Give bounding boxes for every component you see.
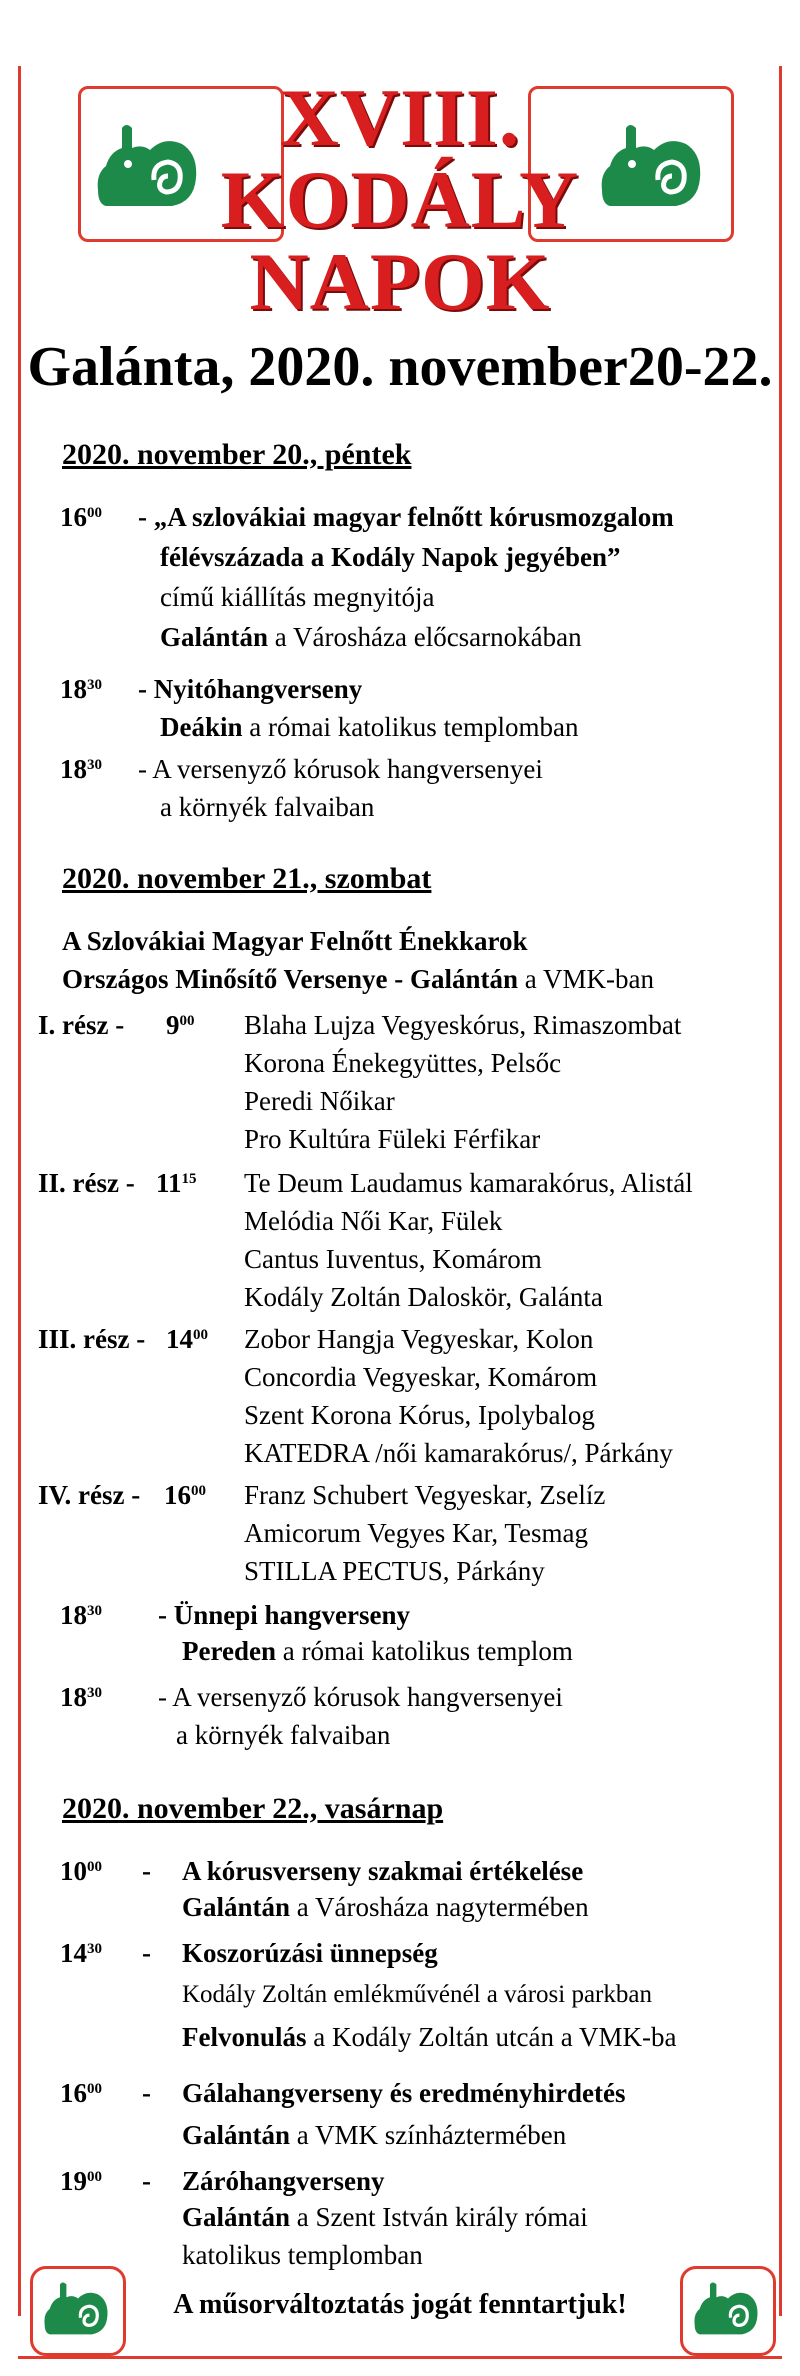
choir-item: Szent Korona Kórus, Ipolybalog <box>244 1400 595 1430</box>
day1-event2-location: Deákin a római katolikus templomban <box>160 712 579 742</box>
day1-event2-time: $18^{30}$ <box>60 674 102 704</box>
day1-heading: 2020. november 20., péntek <box>62 438 412 471</box>
day2-intro-line2: Országos Minősítő Versenye - Galántán a VMK-ban <box>62 964 654 994</box>
day1-event2-title: - Nyitóhangverseny <box>138 674 363 704</box>
choir-item: Melódia Női Kar, Fülek <box>244 1206 503 1236</box>
day2-event2-time: $18^{30}$ <box>60 1682 102 1712</box>
day3-event2-time: $14^{30}$ <box>60 1938 102 1968</box>
day3-event4-subtitle: katolikus templomban <box>182 2240 423 2270</box>
day1-event3-time: $18^{30}$ <box>60 754 102 784</box>
part2-label: II. rész - <box>38 1168 135 1198</box>
day3-event2-subtitle: Kodály Zoltán emlékművénél a városi parkban <box>182 1981 652 2008</box>
day3-event3-location: Galántán a VMK színháztermében <box>182 2120 567 2150</box>
day2-event1-location: Pereden a római katolikus templom <box>182 1636 573 1666</box>
part1-label: I. rész - <box>38 1010 125 1040</box>
day3-event3-title: Gálahangverseny és eredményhirdetés <box>182 2078 626 2108</box>
part3-label: III. rész - <box>38 1324 146 1354</box>
day3-event1-time: $10^{00}$ <box>60 1856 102 1886</box>
dash: - <box>142 1856 151 1886</box>
choir-item: Pro Kultúra Füleki Férfikar <box>244 1124 541 1154</box>
dash: - <box>142 2078 151 2108</box>
day3-event1-title: A kórusverseny szakmai értékelése <box>182 1856 584 1886</box>
choir-item: Zobor Hangja Vegyeskar, Kolon <box>244 1324 594 1354</box>
day1-event1-location: Galántán a Városháza előcsarnokában <box>160 622 582 652</box>
choir-item: Franz Schubert Vegyeskar, Zselíz <box>244 1480 606 1510</box>
choir-item: STILLA PECTUS, Párkány <box>244 1556 545 1586</box>
choir-item: Concordia Vegyeskar, Komárom <box>244 1362 598 1392</box>
part4-label: IV. rész - <box>38 1480 141 1510</box>
choir-item: Cantus Iuventus, Komárom <box>244 1244 542 1274</box>
choir-item: Blaha Lujza Vegyeskórus, Rimaszombat <box>244 1010 682 1040</box>
title-line-1: XVIII. <box>279 72 521 163</box>
day1-event1-subtitle: című kiállítás megnyitója <box>160 582 435 612</box>
footer-notice: A műsorváltoztatás jogát fenntartjuk! <box>173 2289 627 2320</box>
day1-event1-title-cont: félévszázada a Kodály Napok jegyében” <box>160 542 621 572</box>
day2-intro-line1: A Szlovákiai Magyar Felnőtt Énekkarok <box>62 926 528 956</box>
day1-event1-title: - „A szlovákiai magyar felnőtt kórusmozgalom <box>138 502 674 532</box>
dash: - <box>142 2166 151 2196</box>
day3-event1-location: Galántán a Városháza nagytermében <box>182 1892 589 1922</box>
day2-event1-title: - Ünnepi hangverseny <box>158 1600 411 1630</box>
day2-event2-title: - A versenyző kórusok hangversenyei <box>158 1682 563 1712</box>
day3-event4-time: $19^{00}$ <box>60 2166 102 2196</box>
choir-item: Peredi Nőikar <box>244 1086 395 1116</box>
day2-event2-subtitle: a környék falvaiban <box>176 1720 391 1750</box>
part4-time: $16^{00}$ <box>164 1480 206 1510</box>
choir-item: Kodály Zoltán Daloskör, Galánta <box>244 1282 603 1312</box>
day1-event1-time: $16^{00}$ <box>60 502 102 532</box>
choir-item: Te Deum Laudamus kamarakórus, Alistál <box>244 1168 693 1198</box>
day3-heading: 2020. november 22., vasárnap <box>62 1792 444 1825</box>
day1-event3-title: - A versenyző kórusok hangversenyei <box>138 754 543 784</box>
title-line-3: NAPOK <box>249 236 551 327</box>
day3-event2-title: Koszorúzási ünnepség <box>182 1938 438 1968</box>
day2-heading: 2020. november 21., szombat <box>62 862 432 895</box>
dash: - <box>142 1938 151 1968</box>
day2-event1-time: $18^{30}$ <box>60 1600 102 1630</box>
day3-event4-title: Záróhangverseny <box>182 2166 385 2196</box>
page-frame-bottom <box>18 2356 782 2359</box>
day3-event4-location: Galántán a Szent István király római <box>182 2202 588 2232</box>
choir-item: Korona Énekegyüttes, Pelsőc <box>244 1048 562 1078</box>
title-line-2: KODÁLY <box>220 154 580 245</box>
part1-time: $9^{00}$ <box>166 1010 195 1040</box>
part2-time: $11^{15}$ <box>156 1168 197 1198</box>
day3-event3-time: $16^{00}$ <box>60 2078 102 2108</box>
choir-item: KATEDRA /női kamarakórus/, Párkány <box>244 1438 673 1468</box>
city-date-heading: Galánta, 2020. november20-22. <box>27 336 773 398</box>
day1-event3-subtitle: a környék falvaiban <box>160 792 375 822</box>
part3-time: $14^{00}$ <box>166 1324 208 1354</box>
choir-item: Amicorum Vegyes Kar, Tesmag <box>244 1518 588 1548</box>
day3-event2-location: Felvonulás a Kodály Zoltán utcán a VMK-ba <box>182 2022 677 2052</box>
